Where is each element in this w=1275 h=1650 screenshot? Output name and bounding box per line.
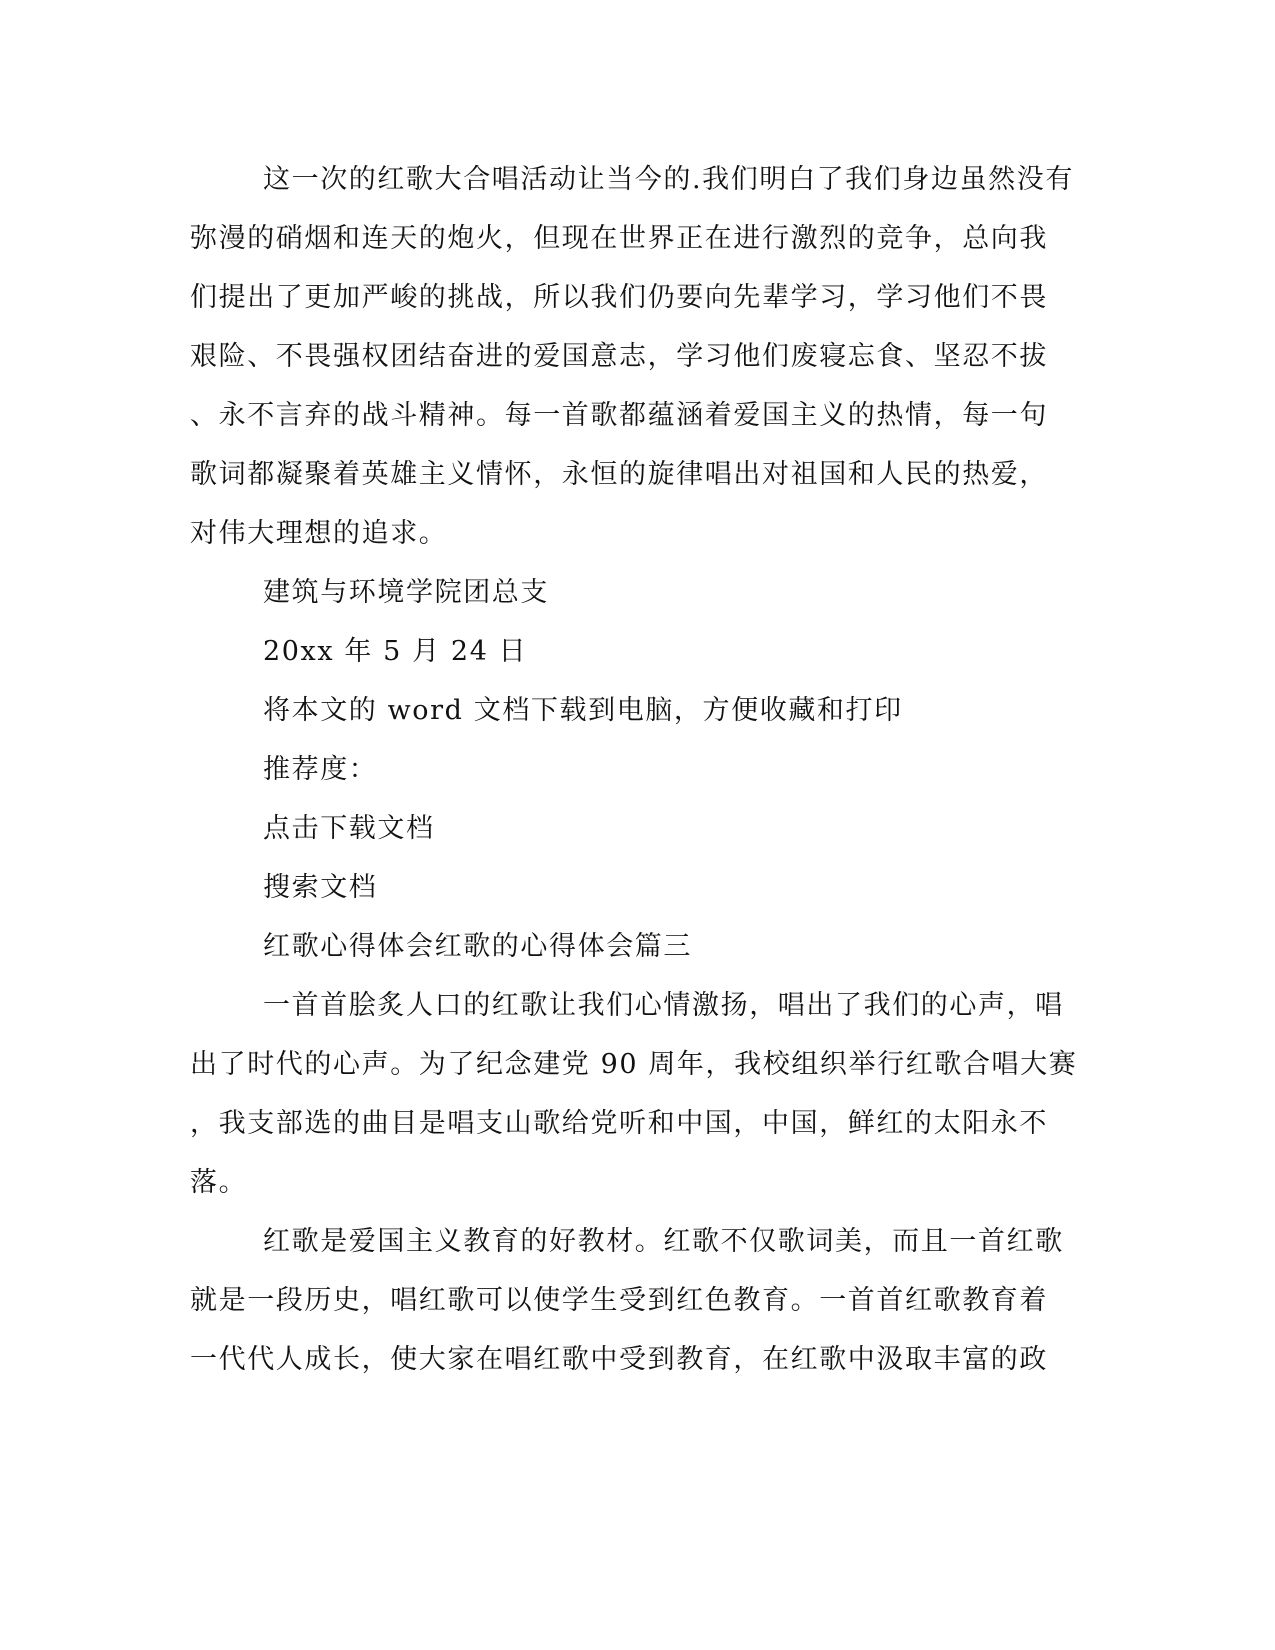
paragraph-2-line-3: ，我支部选的曲目是唱支山歌给党听和中国，中国，鲜红的太阳永不	[190, 1108, 1048, 1139]
paragraph-1-line-2: 弥漫的硝烟和连天的炮火，但现在世界正在进行激烈的竞争，总向我	[190, 223, 1048, 254]
paragraph-1-line-7: 对伟大理想的追求。	[190, 518, 448, 549]
paragraph-2-line-4: 落。	[190, 1167, 248, 1198]
paragraph-3-line-3: 一代代人成长，使大家在唱红歌中受到教育，在红歌中汲取丰富的政	[190, 1344, 1048, 1375]
paragraph-1-line-5: 、永不言弃的战斗精神。每一首歌都蕴涵着爱国主义的热情，每一句	[190, 400, 1048, 431]
paragraph-1-line-4: 艰险、不畏强权团结奋进的爱国意志，学习他们废寝忘食、坚忍不拔	[190, 341, 1048, 372]
download-document-link[interactable]: 点击下载文档	[263, 813, 435, 844]
paragraph-1-line-3: 们提出了更加严峻的挑战，所以我们仍要向先辈学习，学习他们不畏	[190, 282, 1048, 313]
paragraph-2-line-1: 一首首脍炙人口的红歌让我们心情激扬，唱出了我们的心声，唱	[263, 990, 1064, 1021]
date: 20xx 年 5 月 24 日	[263, 636, 528, 667]
signature: 建筑与环境学院团总支	[263, 577, 549, 608]
paragraph-1-line-6: 歌词都凝聚着英雄主义情怀，永恒的旋律唱出对祖国和人民的热爱，	[190, 459, 1048, 490]
paragraph-2-line-2: 出了时代的心声。为了纪念建党 90 周年，我校组织举行红歌合唱大赛	[190, 1049, 1078, 1080]
section-title: 红歌心得体会红歌的心得体会篇三	[263, 931, 692, 962]
paragraph-3-line-1: 红歌是爱国主义教育的好教材。红歌不仅歌词美，而且一首红歌	[263, 1226, 1064, 1257]
paragraph-1-line-1: 这一次的红歌大合唱活动让当今的.我们明白了我们身边虽然没有	[263, 164, 1074, 195]
paragraph-3-line-2: 就是一段历史，唱红歌可以使学生受到红色教育。一首首红歌教育着	[190, 1285, 1048, 1316]
recommend-label: 推荐度：	[263, 754, 378, 785]
search-document-link[interactable]: 搜索文档	[263, 872, 378, 903]
download-note: 将本文的 word 文档下载到电脑，方便收藏和打印	[263, 695, 903, 726]
